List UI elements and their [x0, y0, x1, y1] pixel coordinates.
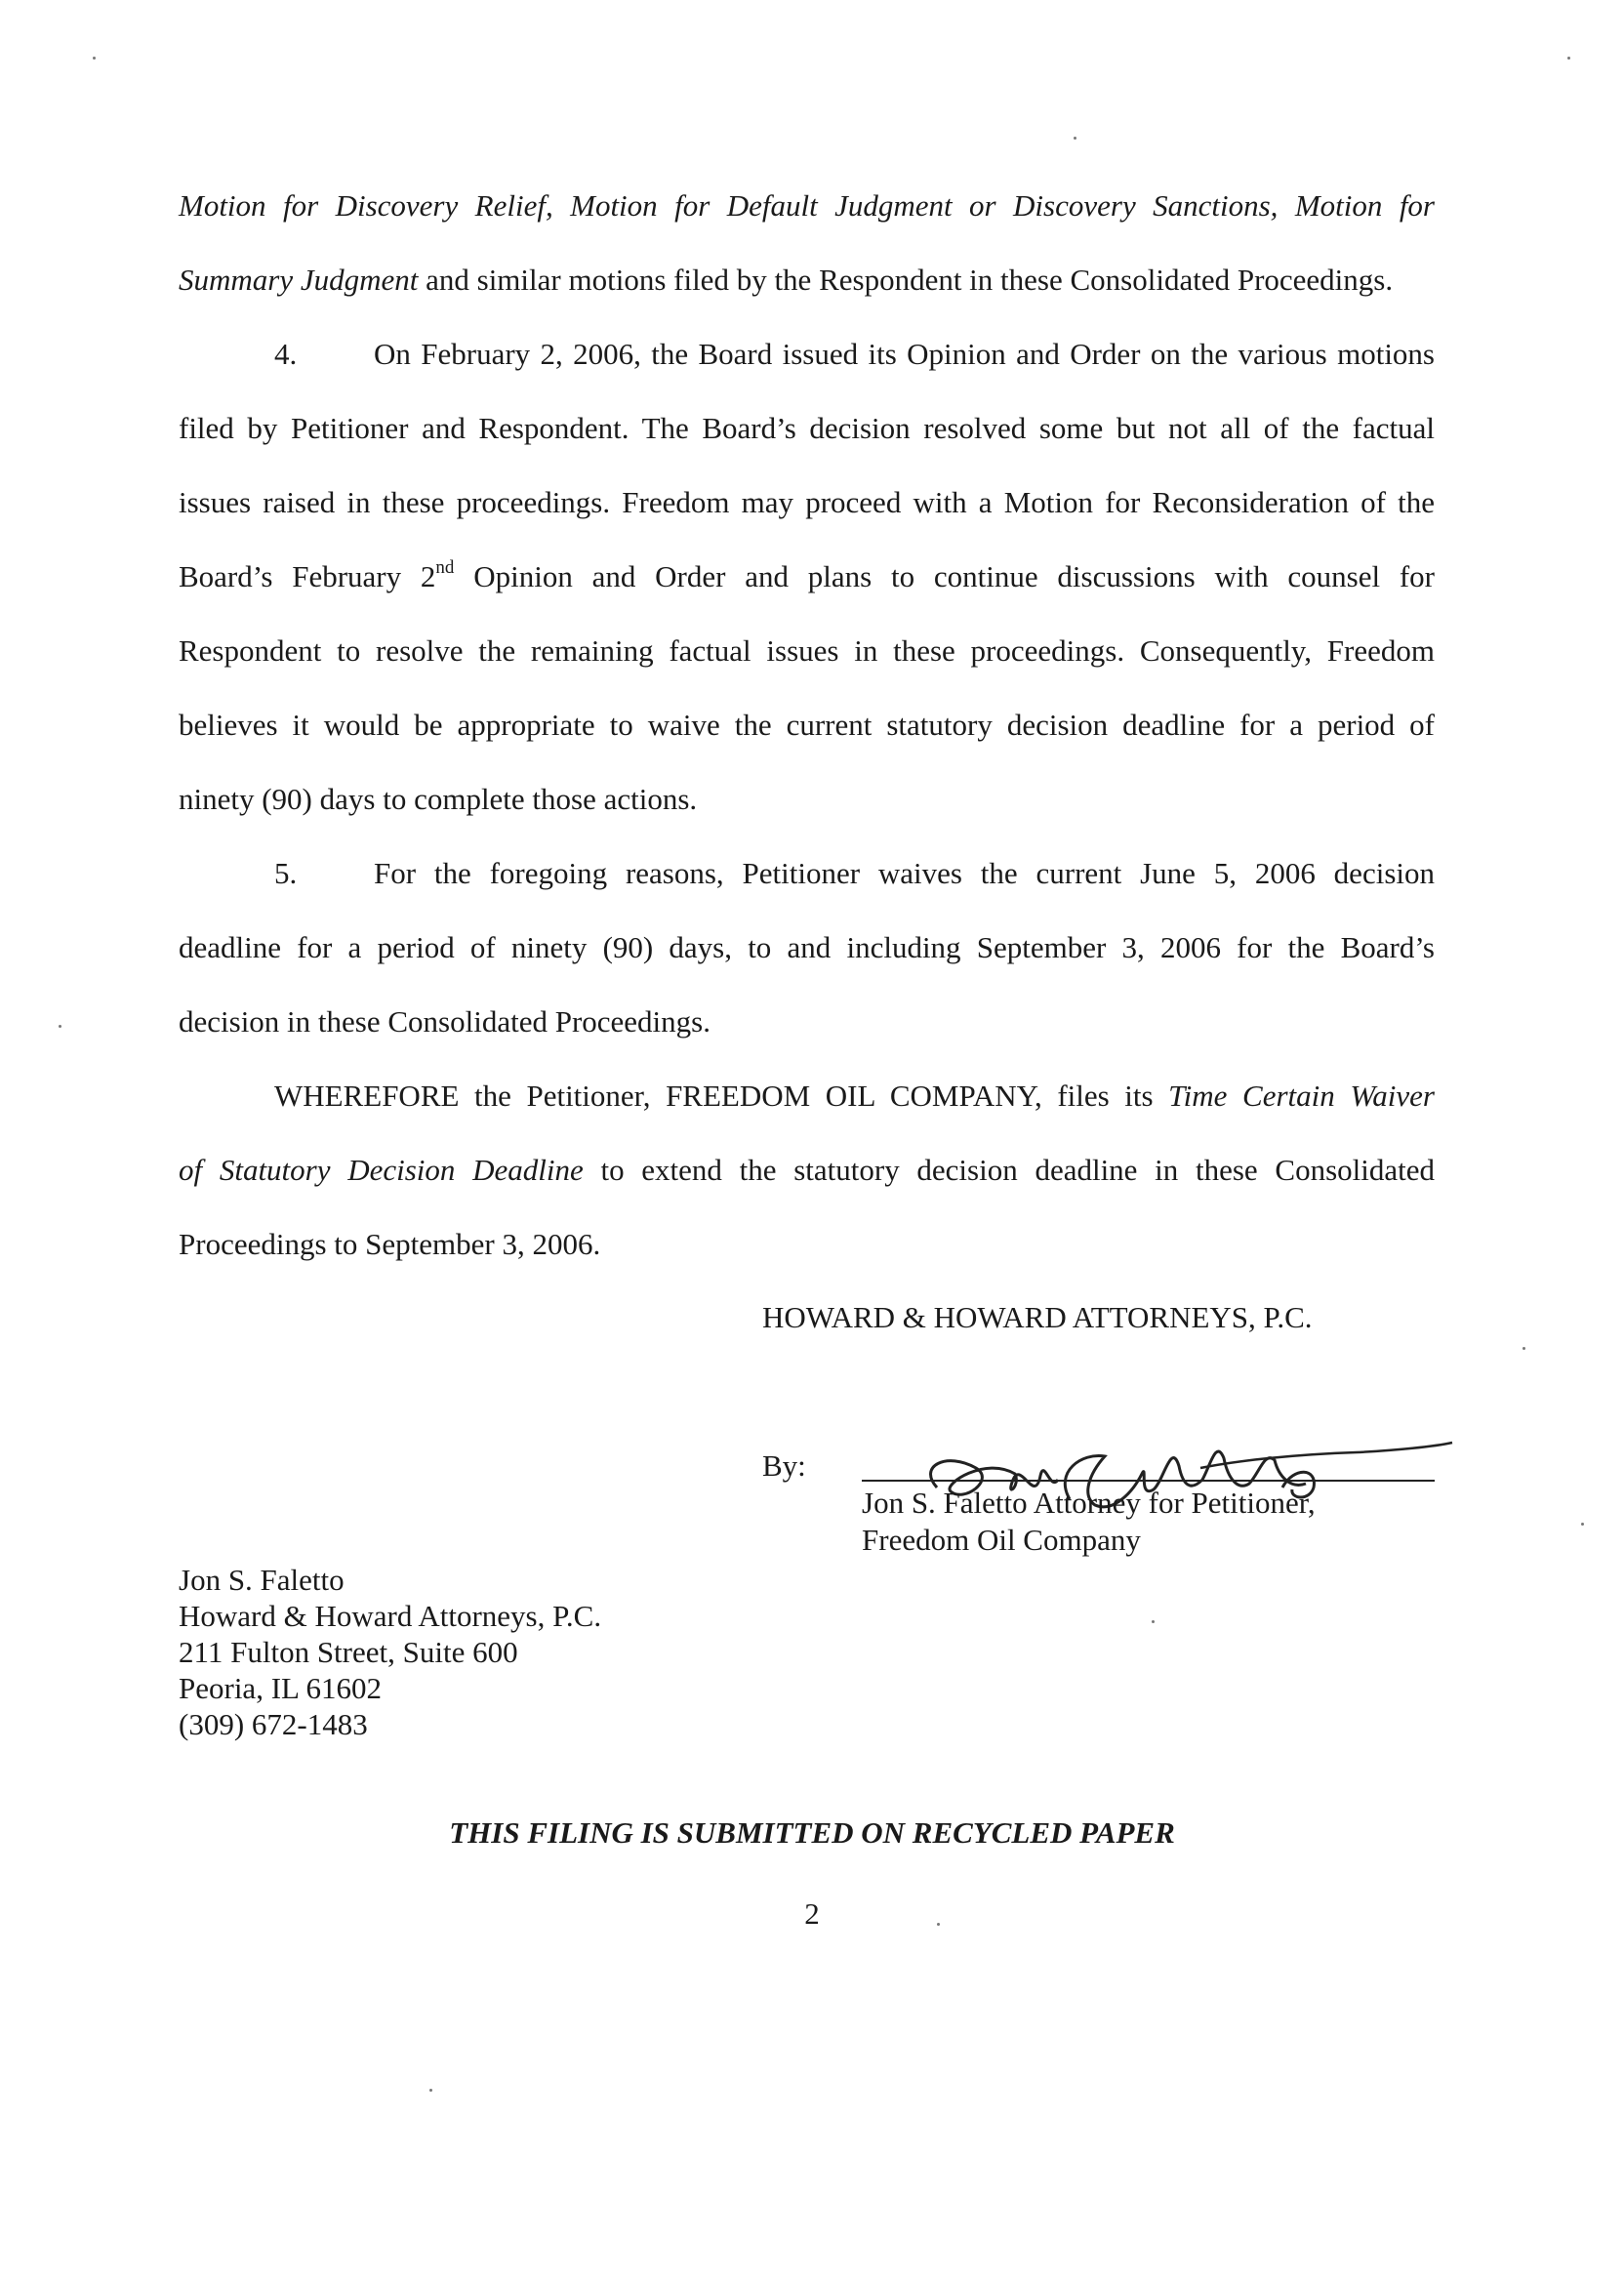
scan-speck: [1522, 1347, 1525, 1350]
paragraph-5-line-1: For the foregoing reasons, Petitioner waives the current June 5, 2006 decision: [374, 856, 1435, 890]
address-line: 211 Fulton Street, Suite 600: [179, 1635, 518, 1669]
firm-name: HOWARD & HOWARD ATTORNEYS, P.C.: [762, 1300, 1313, 1334]
address-line: Jon S. Faletto: [179, 1563, 345, 1597]
intro-line-2: [179, 261, 1435, 300]
scan-speck: [429, 2089, 432, 2092]
signer-line-2: Freedom Oil Company: [862, 1523, 1141, 1557]
scan-speck: [1567, 57, 1570, 60]
paragraph-4-line-4-a: Board’s February 2: [179, 559, 436, 593]
paragraph-4-line-7: ninety (90) days to complete those actions.: [179, 782, 698, 816]
wherefore-line-2-b: to extend the statutory decision deadline in these Consolidated: [583, 1153, 1435, 1187]
signature-line: [862, 1480, 1435, 1482]
address-line: Peoria, IL 61602: [179, 1671, 383, 1705]
wherefore-line-1-a: WHEREFORE the Petitioner, FREEDOM OIL COMPANY, files its: [274, 1079, 1169, 1113]
scan-speck: [1581, 1523, 1584, 1526]
paragraph-4-line-2: filed by Petitioner and Respondent. The Board’s decision resolved some but not all of the factual: [179, 411, 1435, 445]
intro-motions-italic: Motion for Discovery Relief, Motion for Default Judgment or Discovery Sanctions, Motion for: [179, 188, 1435, 223]
page-number: 2: [804, 1896, 820, 1931]
scan-speck: [937, 1923, 940, 1926]
by-label: By:: [762, 1448, 806, 1483]
paragraph-4-line-6: believes it would be appropriate to waive the current statutory decision deadline for a period of: [179, 708, 1435, 742]
summary-judgment-italic: Summary Judgment: [179, 263, 419, 297]
paragraph-5-line-2: deadline for a period of ninety (90) days, to and including September 3, 2006 for the Board’s: [179, 930, 1435, 964]
paragraph-5-number: 5.: [274, 856, 298, 890]
signer-info: [862, 1485, 1316, 1559]
waiver-title-italic-1: Time Certain Waiver: [1168, 1079, 1435, 1113]
paragraph-4-line-3: issues raised in these proceedings. Freedom may proceed with a Motion for Reconsideration of the: [179, 485, 1435, 519]
intro-line-2-text: and similar motions filed by the Respondent in these Consolidated Proceedings.: [418, 263, 1394, 297]
signer-line-1: Jon S. Faletto Attorney for Petitioner,: [862, 1486, 1316, 1520]
paragraph-4-line-5: Respondent to resolve the remaining factual issues in these proceedings. Consequently, Freedom: [179, 633, 1435, 668]
scan-speck: [1074, 137, 1076, 140]
attorney-address-block: [179, 1562, 601, 1742]
waiver-title-italic-2: of Statutory Decision Deadline: [179, 1153, 584, 1187]
paragraph-4-line-4-b: Opinion and Order and plans to continue discussions with counsel for: [454, 559, 1435, 593]
paragraph-5-line-3: decision in these Consolidated Proceedings.: [179, 1004, 710, 1039]
paragraph-4-line-1: On February 2, 2006, the Board issued its Opinion and Order on the various motions: [374, 337, 1435, 371]
wherefore-line-3: Proceedings to September 3, 2006.: [179, 1227, 601, 1261]
intro-line-1: [179, 186, 1435, 225]
wherefore-line-2: [179, 1151, 1435, 1190]
address-line: Howard & Howard Attorneys, P.C.: [179, 1599, 602, 1633]
scan-speck: [59, 1025, 61, 1028]
paragraph-4-line-4: [179, 557, 1435, 596]
recycled-paper-notice: THIS FILING IS SUBMITTED ON RECYCLED PAPER: [449, 1815, 1175, 1850]
scan-speck: [1152, 1620, 1155, 1623]
address-line: (309) 672-1483: [179, 1707, 368, 1741]
ordinal-superscript: nd: [435, 556, 455, 578]
paragraph-4-number: 4.: [274, 337, 298, 371]
wherefore-line-1: [274, 1077, 1435, 1116]
scan-speck: [93, 57, 96, 60]
